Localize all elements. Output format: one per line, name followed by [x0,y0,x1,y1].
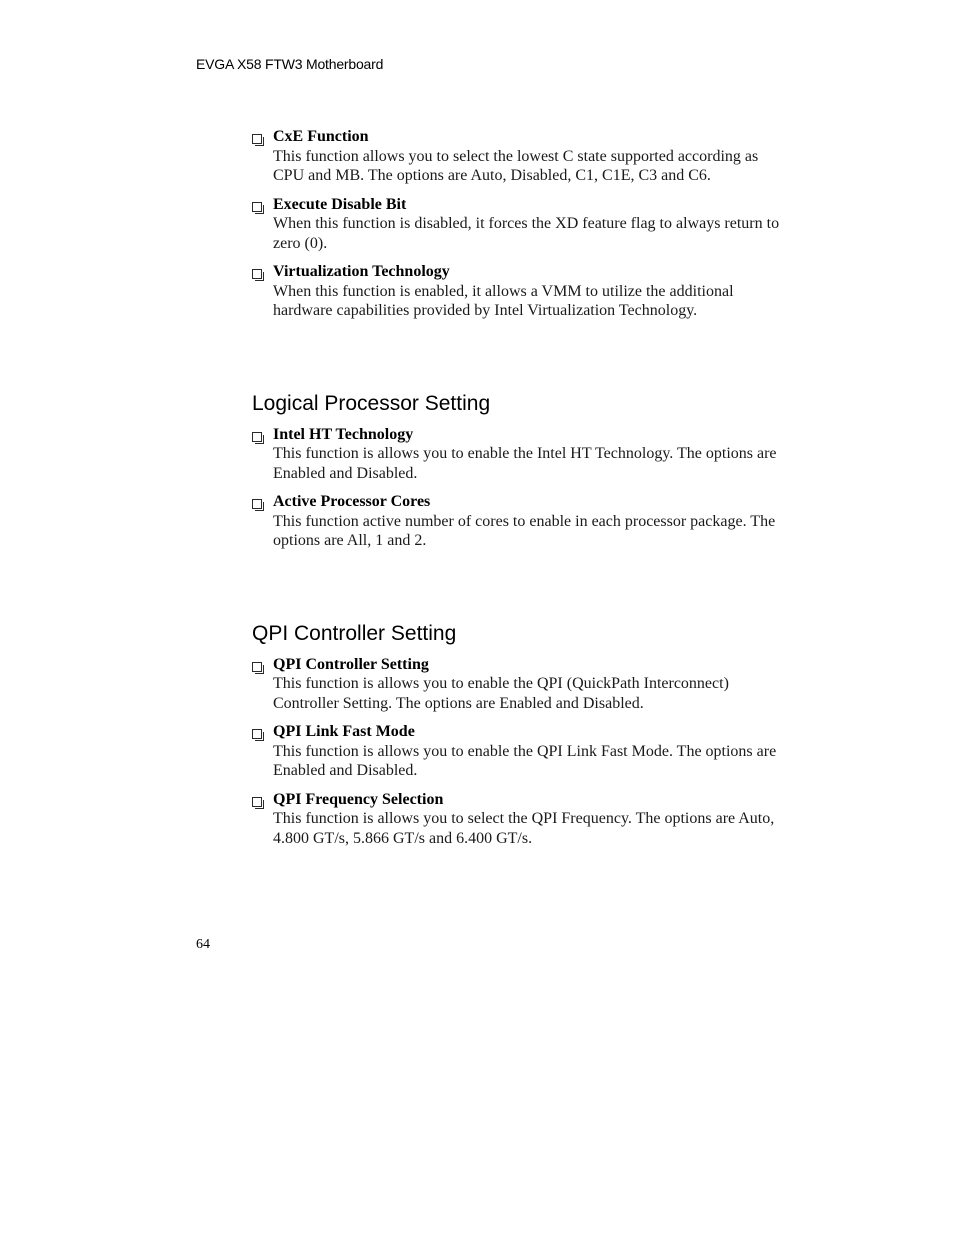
item-description: This function active number of cores to enable in each processor package. The options are All, 1 and 2. [273,512,776,549]
item-title: QPI Controller Setting [273,655,429,673]
list-item-qpi-frequency-selection [252,790,792,849]
checkbox-bullet-icon [252,797,262,807]
section-title-qpi-controller: QPI Controller Setting [252,621,457,645]
item-title: Active Processor Cores [273,493,431,510]
item-description: This function allows you to select the lowest C state supported according as CPU and MB. The options are Auto, Disabled, C1, C1E, C3 and C6. [273,147,759,184]
list-item-qpi-controller-setting [252,655,792,714]
list-item-cxe-function [252,127,792,186]
item-description: This function is allows you to enable the Intel HT Technology. The options are Enabled and Disabled. [273,445,777,482]
item-title: Execute Disable Bit [273,195,407,213]
item-description: This function is allows you to select the QPI Frequency. The options are Auto, 4.800 GT/s, 5.866 GT/s and 6.400 GT/s. [273,810,775,847]
checkbox-bullet-icon [252,729,262,739]
section-title-logical-processor: Logical Processor Setting [252,391,491,415]
item-description: When this function is enabled, it allows a VMM to utilize the additional hardware capabilities provided by Intel Virtualization Technology. [273,282,734,319]
item-title: QPI Frequency Selection [273,790,444,808]
list-item-execute-disable-bit [252,195,792,254]
page-content [252,127,792,857]
checkbox-bullet-icon [252,499,262,509]
list-item-virtualization-technology [252,262,792,321]
running-header: EVGA X58 FTW3 Motherboard [196,56,384,72]
item-description: This function is allows you to enable the QPI Link Fast Mode. The options are Enabled and Disabled. [273,742,777,779]
checkbox-bullet-icon [252,432,262,442]
item-description: When this function is disabled, it forces the XD feature flag to always return to zero (0). [273,215,780,252]
page-number: 64 [196,937,210,952]
item-description: This function is allows you to enable the QPI (QuickPath Interconnect) Controller Setting. The options are Enabled and Disabled. [273,675,729,712]
checkbox-bullet-icon [252,662,262,672]
item-title: CxE Function [273,128,369,145]
checkbox-bullet-icon [252,134,262,144]
list-item-intel-ht-technology [252,425,792,484]
list-item-qpi-link-fast-mode [252,722,792,781]
checkbox-bullet-icon [252,202,262,212]
item-title: Intel HT Technology [273,425,414,443]
list-item-active-processor-cores [252,492,792,551]
checkbox-bullet-icon [252,269,262,279]
item-title: QPI Link Fast Mode [273,723,415,740]
item-title: Virtualization Technology [273,263,450,280]
